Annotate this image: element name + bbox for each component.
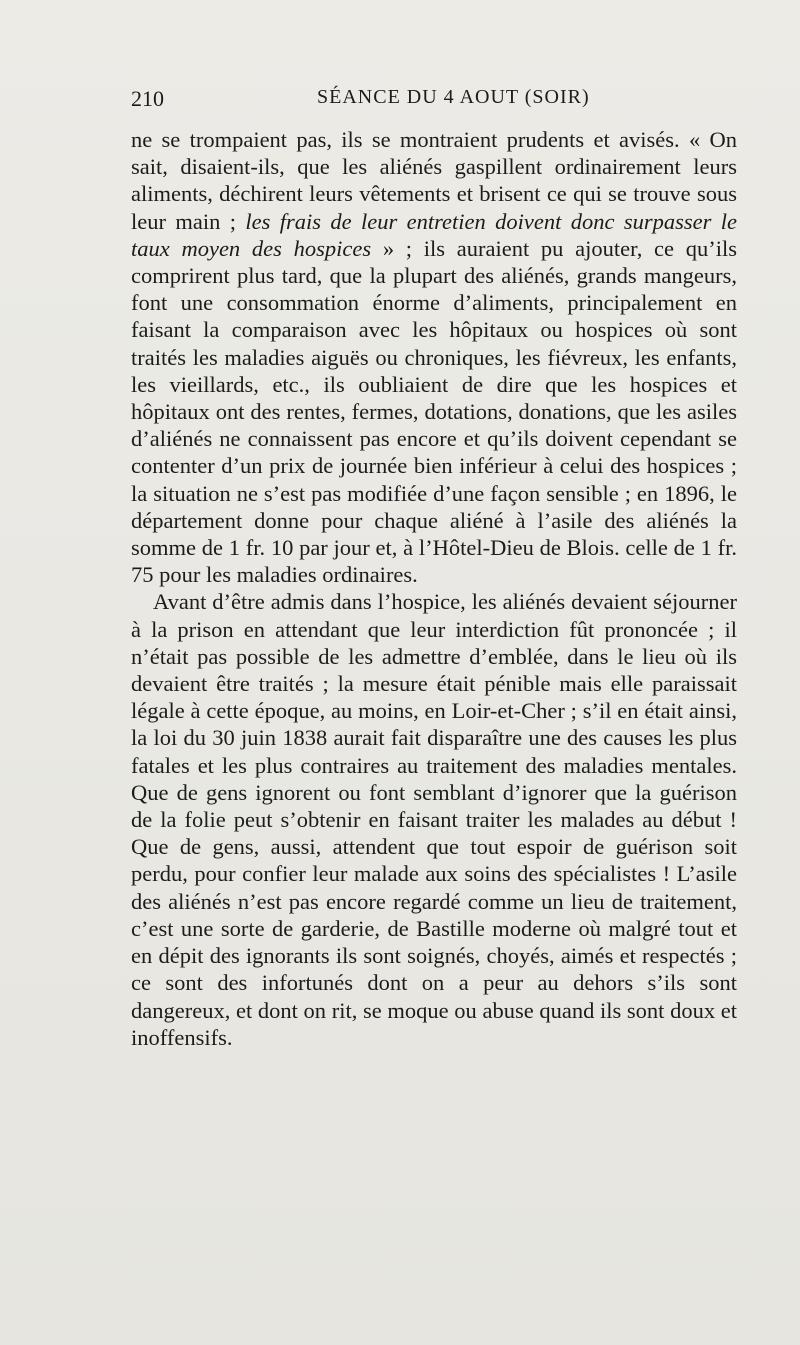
body-text xyxy=(131,126,737,1051)
paragraph-1-text-end: » ; ils auraient pu ajouter, ce qu’ils comprirent plus tard, que la plupart des aliénés, grands mangeurs, font une consommation énorme d’aliments, principalement en faisant la comparaison avec les hôpitaux ou hospices où sont traités les maladies aiguës ou chroniques, les fiévreux, les enfants, les vieillards, etc., ils oubliaient de dire que les hospices et hôpitaux ont des rentes, fermes, dotations, donations, que les asiles d’aliénés ne connaissent pas encore et qu’ils doivent cependant se contenter d’un prix de journée bien inférieur à celui des hospices ; la situation ne s’est pas modifiée d’une façon sensible ; en 1896, le département donne pour chaque aliéné à l’asile des aliénés la somme de 1 fr. 10 par jour et, à l’Hôtel-Dieu de Blois. celle de 1 fr. 75 pour les maladies ordinaires. xyxy=(131,235,737,588)
paragraph-1-text-start: ne se trompaient pas, ils se montraient prudents et avisés. « On sait, disaient-ils, que les aliénés gaspillent ordinairement leurs aliments, déchirent leurs vêtements et brisent ce qui se trouve sous leur main ; xyxy=(131,127,737,234)
running-title: SÉANCE DU 4 AOUT (SOIR) xyxy=(317,86,590,108)
paragraph-1 xyxy=(131,126,737,588)
paragraph-1-italic-quote: les frais de leur entretien doivent donc surpasser le taux moyen des hospices xyxy=(131,208,737,261)
running-head xyxy=(131,86,771,116)
paragraph-2: Avant d’être admis dans l’hospice, les aliénés devaient séjourner à la prison en attendant que leur interdiction fût prononcée ; il n’était pas possible de les admettre d’emblée, dans le lieu où ils devaient être traités ; la mesure était pénible mais elle paraissait légale à cette époque, au moins, en Loir-et-Cher ; s’il en était ainsi, la loi du 30 juin 1838 aurait fait disparaître une des causes les plus fatales et les plus contraires au traitement des maladies mentales. Que de gens ignorent ou font semblant d’ignorer que la guérison de la folie peut s’obtenir en faisant traiter les malades au début ! Que de gens, aussi, attendent que tout espoir de guérison soit perdu, pour confier leur malade aux soins des spécialistes ! L’asile des aliénés n’est pas encore regardé comme un lieu de traitement, c’est une sorte de garderie, de Bastille moderne où malgré tout et en dépit des ignorants ils sont soignés, choyés, aimés et respectés ; ce sont des infortunés dont on a peur au dehors s’ils sont dangereux, et dont on rit, se moque ou abuse quand ils sont doux et inoffensifs. xyxy=(131,589,737,1050)
page-number: 210 xyxy=(131,86,164,111)
